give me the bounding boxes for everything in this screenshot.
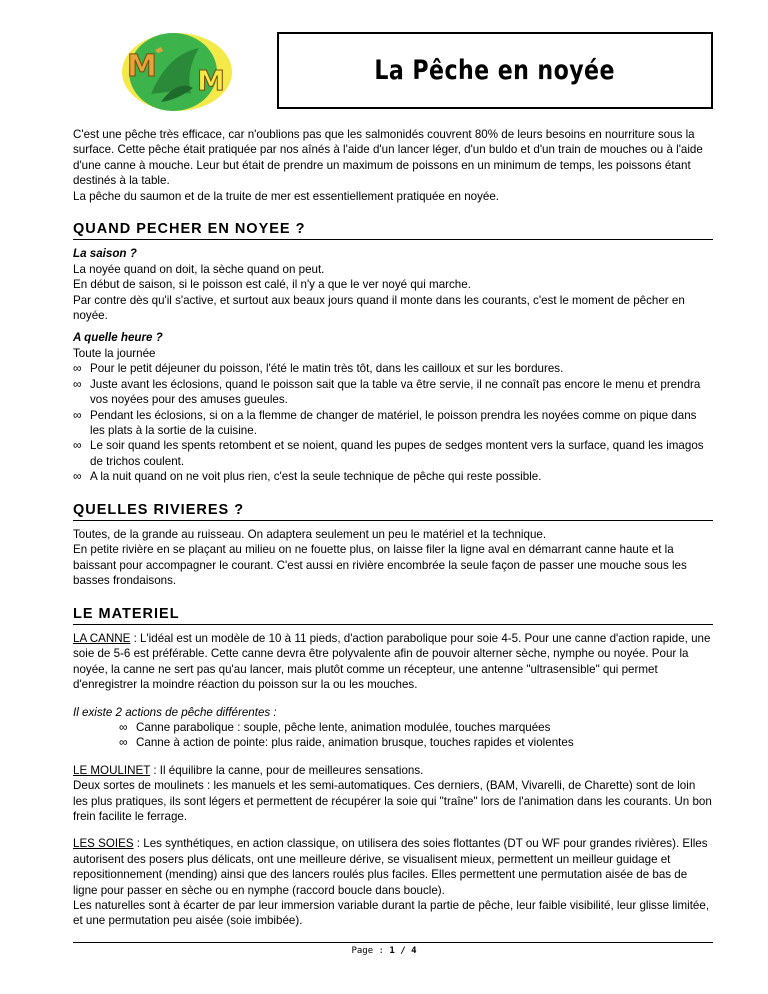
- footer-divider: [73, 942, 713, 943]
- paragraph-soies: LES SOIES : Les synthétiques, en action classique, on utilisera des soies flottantes (DT ou WF pour grandes rivières). Elles autorisent des posers plus délicats, ont une meilleure dérive, se visualisent mieux, permettent un meilleur guidage et repositionnement (mending) ainsi que des lancers roulés plus faciles. Elles permettent une permutation aisée de bas de ligne pour passer en sèche ou en nymphe (raccord boucle dans boucle).: [73, 837, 708, 897]
- label-canne: LA CANNE: [73, 631, 131, 645]
- text-line: Toutes, de la grande au ruisseau. On adaptera seulement un peu le matériel et la technique.: [73, 527, 547, 541]
- section-heading-rivieres: QUELLES RIVIERES ?: [73, 503, 713, 521]
- infinity-bullet-icon: ∞: [73, 376, 82, 391]
- section-heading-materiel: LE MATERIEL: [73, 607, 713, 625]
- title-box: [277, 32, 713, 109]
- page-footer: [0, 946, 768, 956]
- document-body: [73, 127, 713, 929]
- infinity-bullet-icon: ∞: [73, 438, 82, 453]
- page-current: 1: [389, 946, 395, 956]
- list-item: ∞ Canne parabolique : souple, pêche lente, animation modulée, touches marquées: [119, 720, 551, 734]
- bullet-list-actions: [73, 720, 713, 751]
- text-line: En petite rivière en se plaçant au milieu on ne fouette plus, on laisse filer la ligne aval en démarrant canne haute et la baissant pour accompagner le courant. C'est aussi en rivière encombrée la seule façon de passer une mouche sous les basses frondaisons.: [73, 543, 687, 588]
- svg-text:M: M: [127, 49, 157, 84]
- infinity-bullet-icon: ∞: [73, 361, 82, 376]
- list-item: ∞ Pour le petit déjeuner du poisson, l'été le matin très tôt, dans les cailloux et sur les bordures.: [73, 361, 564, 376]
- list-item: ∞ A la nuit quand on ne voit plus rien, c'est la seule technique de pêche qui reste possible.: [73, 469, 542, 484]
- svg-text:M: M: [197, 64, 225, 97]
- subheading-heure: A quelle heure ?: [73, 331, 163, 345]
- infinity-bullet-icon: ∞: [73, 407, 82, 422]
- intro-paragraph: La pêche du saumon et de la truite de mer est essentiellement pratiquée en noyée.: [73, 189, 500, 203]
- infinity-bullet-icon: ∞: [119, 720, 128, 734]
- list-item: ∞ Canne à action de pointe: plus raide, animation brusque, touches rapides et violentes: [119, 735, 574, 750]
- text-line: En début de saison, si le poisson est calé, il n'y a que le ver noyé qui marche.: [73, 278, 471, 292]
- text-line: La noyée quand on doit, la sèche quand on peut.: [73, 262, 325, 276]
- list-item: ∞ Le soir quand les spents retombent et se noient, quand les pupes de sedges montent vers la surface, quand les imagos de trichos coulent.: [73, 438, 704, 468]
- page-label: Page :: [351, 946, 390, 956]
- paragraph-moulinet: LE MOULINET : Il équilibre la canne, pour de meilleures sensations.: [73, 763, 424, 777]
- text-line: Les naturelles sont à écarter de par leur immersion variable durant la partie de pêche, leur faible visibilité, leur glisse limitée, et une permutation peu aisée (soie imbibée).: [73, 899, 710, 928]
- infinity-bullet-icon: ∞: [73, 469, 82, 484]
- text-line: Deux sortes de moulinets : les manuels et les semi-automatiques. Ces derniers, (BAM, Vivarelli, de Charette) sont de loin les plus pratiques, ils sont légers et permettent de récupérer la soie qui "traîne" lors de l'animation dans les courants. Un bon frein facilite le ferrage.: [73, 779, 712, 824]
- list-item: ∞ Juste avant les éclosions, quand le poisson sait que la table va être servie, il ne connaît pas encore le menu et prendra vos noyées pour des amuses gueules.: [73, 376, 701, 407]
- mm-logo: [121, 32, 233, 112]
- page-separator: /: [394, 946, 412, 956]
- actions-lead: Il existe 2 actions de pêche différentes :: [73, 705, 277, 719]
- label-soies: LES SOIES: [73, 837, 134, 851]
- bullet-list-heure: [73, 361, 713, 484]
- label-moulinet: LE MOULINET: [73, 763, 151, 777]
- section-heading-quand: QUAND PECHER EN NOYEE ?: [73, 222, 713, 240]
- text-line: Par contre dès qu'il s'active, et surtout aux beaux jours quand il monte dans les courants, c'est le moment de pêcher en noyée.: [73, 293, 685, 323]
- subheading-saison: La saison ?: [73, 247, 137, 261]
- page-title: La Pêche en noyée: [374, 55, 616, 86]
- page-total: 4: [411, 946, 417, 956]
- list-item: ∞ Pendant les éclosions, si on a la flemme de changer de matériel, le poisson prendra les noyées comme on pique dans les plats à la sortie de la cuisine.: [73, 407, 697, 437]
- text-line: Toute la journée: [73, 346, 156, 360]
- paragraph-canne: LA CANNE : L'idéal est un modèle de 10 à 11 pieds, d'action parabolique pour soie 4-5. Pour une canne d'action rapide, une soie de 5-6 est préférable. Cette canne devra être polyvalente afin de pouvoir alterner sèche, nymphe ou noyée. Pour la noyée, la canne ne sert pas qu'au lancer, mais plutôt comme un récepteur, une antenne "ultrasensible" qui permet d'enregistrer la moindre réaction du poisson sur la ou les mouches.: [73, 631, 711, 692]
- infinity-bullet-icon: ∞: [119, 735, 128, 750]
- intro-paragraph: C'est une pêche très efficace, car n'oublions pas que les salmonidés couvrent 80% de leurs besoins en nourriture sous la surface. Cette pêche était pratiquée par nos aînés à l'aide d'un lancer léger, d'un buldo et d'un train de mouches ou à l'aide d'une canne à mouche. Leur but était de prendre un maximum de poissons en un minimum de temps, les poissons étant destinés à la table.: [73, 128, 703, 188]
